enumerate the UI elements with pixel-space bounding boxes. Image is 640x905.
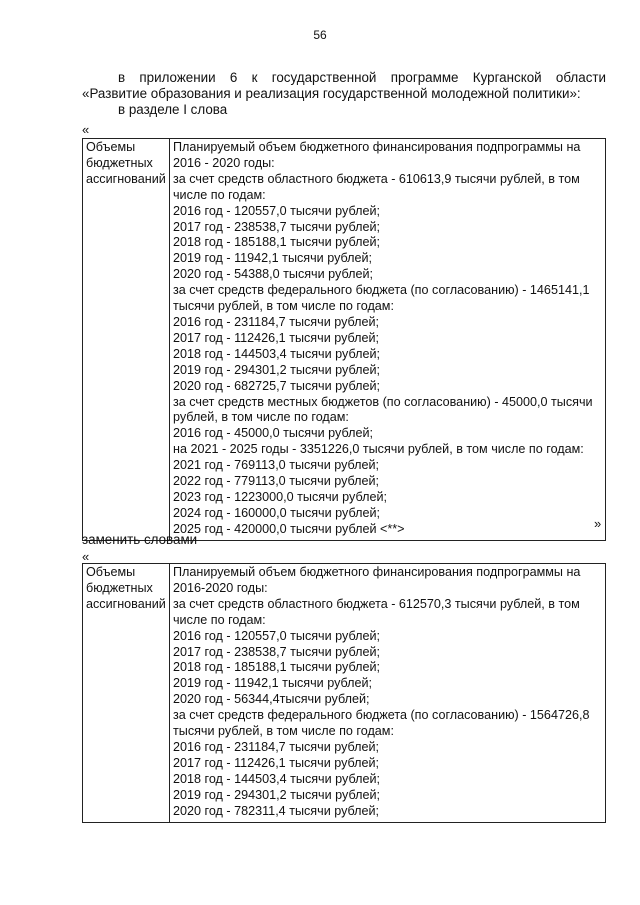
content-line: 2021 год - 769113,0 тысячи рублей;: [173, 458, 380, 473]
content-line: Планируемый объем бюджетного финансирования подпрограммы на: [173, 565, 581, 579]
open-quote: «: [82, 549, 90, 564]
intro-line: «Развитие образования и реализация государственной молодежной политики»:: [82, 86, 581, 101]
content-line: тысячи рублей, в том числе по годам:: [173, 299, 394, 314]
content-line: 2020 год - 782311,4 тысячи рублей;: [173, 803, 380, 818]
content-cell: [170, 139, 606, 541]
intro-line: в приложении 6 к государственной программе Курганской области: [118, 70, 606, 85]
content-line: 2018 год - 185188,1 тысячи рублей;: [173, 660, 380, 675]
content-line: тысячи рублей, в том числе по годам:: [173, 724, 394, 739]
content-line: числе по годам:: [173, 187, 266, 202]
content-line: за счет средств местных бюджетов (по согласованию) - 45000,0 тысячи: [173, 394, 593, 409]
content-line: 2019 год - 294301,2 тысячи рублей;: [173, 787, 380, 802]
content-line: на 2021 - 2025 годы - 3351226,0 тысячи рублей, в том числе по годам:: [173, 442, 584, 457]
content-line: 2016 - 2020 годы:: [173, 155, 275, 170]
content-line: 2019 год - 11942,1 тысячи рублей;: [173, 676, 373, 691]
label-cell: [83, 139, 170, 541]
content-line: 2018 год - 185188,1 тысячи рублей;: [173, 235, 380, 250]
content-line: 2020 год - 54388,0 тысячи рублей;: [173, 267, 373, 282]
label-cell: [83, 564, 170, 823]
replace-label: заменить словами: [82, 532, 198, 547]
label-line: бюджетных: [86, 155, 153, 170]
page-number: 56: [313, 28, 327, 42]
content-line: 2016 год - 45000,0 тысячи рублей;: [173, 426, 373, 441]
content-line: 2017 год - 238538,7 тысячи рублей;: [173, 644, 380, 659]
content-line: 2017 год - 112426,1 тысячи рублей;: [173, 755, 380, 770]
content-line: рублей, в том числе по годам:: [173, 410, 349, 425]
content-line: за счет средств федерального бюджета (по согласованию) - 1465141,1: [173, 283, 590, 298]
content-line: 2018 год - 144503,4 тысячи рублей;: [173, 346, 380, 361]
content-line: 2023 год - 1223000,0 тысячи рублей;: [173, 489, 387, 504]
content-line: 2016 год - 231184,7 тысячи рублей;: [173, 314, 380, 329]
content-line: 2016 год - 120557,0 тысячи рублей;: [173, 628, 380, 643]
content-line: за счет средств областного бюджета - 610613,9 тысячи рублей, в том: [173, 171, 580, 186]
content-line: 2019 год - 294301,2 тысячи рублей;: [173, 362, 380, 377]
content-line: за счет средств федерального бюджета (по согласованию) - 1564726,8: [173, 708, 590, 723]
label-line: Объемы: [86, 140, 136, 154]
content-line: 2020 год - 682725,7 тысячи рублей;: [173, 378, 380, 393]
label-line: Объемы: [86, 565, 136, 579]
content-line: за счет средств областного бюджета - 612570,3 тысячи рублей, в том: [173, 596, 580, 611]
open-quote: «: [82, 122, 90, 137]
content-line: числе по годам:: [173, 612, 266, 627]
content-line: 2017 год - 112426,1 тысячи рублей;: [173, 330, 380, 345]
content-line: 2019 год - 11942,1 тысячи рублей;: [173, 251, 373, 266]
content-line: 2022 год - 779113,0 тысячи рублей;: [173, 474, 380, 489]
content-line: 2016 год - 120557,0 тысячи рублей;: [173, 203, 380, 218]
content-line: 2020 год - 56344,4тысячи рублей;: [173, 692, 370, 707]
content-line: 2025 год - 420000,0 тысячи рублей <**>: [173, 521, 405, 536]
content-line: 2016 год - 231184,7 тысячи рублей;: [173, 739, 380, 754]
new-text-table: [82, 563, 606, 823]
content-line: 2024 год - 160000,0 тысячи рублей;: [173, 505, 380, 520]
label-line: бюджетных: [86, 580, 153, 595]
label-line: ассигнований: [86, 171, 166, 186]
old-text-table: [82, 138, 606, 541]
intro-line: в разделе I слова: [118, 102, 228, 117]
close-quote: »: [594, 516, 602, 531]
content-line: Планируемый объем бюджетного финансирования подпрограммы на: [173, 140, 581, 154]
content-line: 2016-2020 годы:: [173, 580, 268, 595]
content-line: 2018 год - 144503,4 тысячи рублей;: [173, 771, 380, 786]
amendment-intro: [82, 70, 606, 118]
label-line: ассигнований: [86, 596, 166, 611]
content-cell: [170, 564, 606, 823]
content-line: 2017 год - 238538,7 тысячи рублей;: [173, 219, 380, 234]
